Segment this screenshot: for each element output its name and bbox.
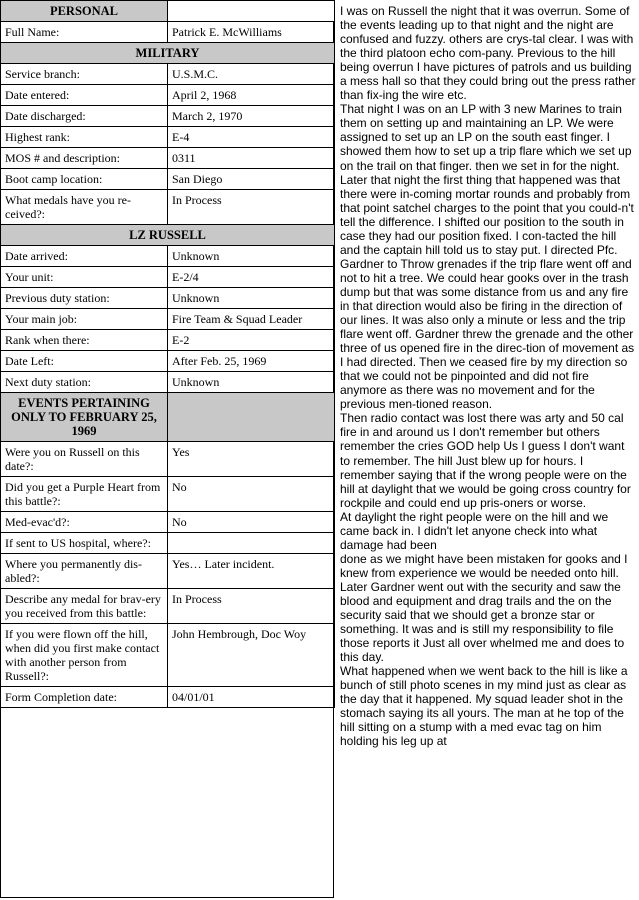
field-value: Yes… Later incident. <box>168 554 335 589</box>
form-row <box>1 687 335 708</box>
form-row <box>1 22 335 43</box>
form-row <box>1 246 335 267</box>
field-value: No <box>168 512 335 533</box>
field-value: Unknown <box>168 246 335 267</box>
field-label: Date arrived: <box>1 246 168 267</box>
field-value: March 2, 1970 <box>168 106 335 127</box>
field-value: In Process <box>168 589 335 624</box>
field-value: E-4 <box>168 127 335 148</box>
field-label: Did you get a Purple Heart from this battle?: <box>1 477 168 512</box>
field-label: Service branch: <box>1 64 168 85</box>
field-label: Describe any medal for brav-ery you received from this battle: <box>1 589 168 624</box>
field-value: John Hembrough, Doc Woy <box>168 624 335 687</box>
field-value: 0311 <box>168 148 335 169</box>
field-label: Were you on Russell on this date?: <box>1 442 168 477</box>
section-title-military: MILITARY <box>1 43 335 64</box>
form-row <box>1 351 335 372</box>
form-row <box>1 169 335 190</box>
field-value: Yes <box>168 442 335 477</box>
form-row <box>1 554 335 589</box>
form-row <box>1 267 335 288</box>
form-row <box>1 589 335 624</box>
field-value: Unknown <box>168 372 335 393</box>
field-label: Next duty station: <box>1 372 168 393</box>
section-title-lz-russell: LZ RUSSELL <box>1 225 335 246</box>
field-label: Date entered: <box>1 85 168 106</box>
field-label: If you were flown off the hill, when did you first make contact with another person from Russell?: <box>1 624 168 687</box>
form-row <box>1 442 335 477</box>
form-row <box>1 477 335 512</box>
field-label: MOS # and description: <box>1 148 168 169</box>
field-value: No <box>168 477 335 512</box>
field-label: Med-evac'd?: <box>1 512 168 533</box>
form-row <box>1 190 335 225</box>
form-row <box>1 288 335 309</box>
form-row <box>1 106 335 127</box>
field-value: Fire Team & Squad Leader <box>168 309 335 330</box>
form-row <box>1 330 335 351</box>
field-label: Your unit: <box>1 267 168 288</box>
field-label: Highest rank: <box>1 127 168 148</box>
field-label: Your main job: <box>1 309 168 330</box>
field-label: Where you permanently dis-abled?: <box>1 554 168 589</box>
form-row <box>1 85 335 106</box>
field-label: Boot camp location: <box>1 169 168 190</box>
field-value: 04/01/01 <box>168 687 335 708</box>
field-value: San Diego <box>168 169 335 190</box>
field-label: Previous duty station: <box>1 288 168 309</box>
field-value: In Process <box>168 190 335 225</box>
section-title-events: EVENTS PERTAINING ONLY TO FEBRUARY 25, 1969 <box>1 393 168 442</box>
section-header-events <box>1 393 335 442</box>
field-label: Date discharged: <box>1 106 168 127</box>
field-value: After Feb. 25, 1969 <box>168 351 335 372</box>
form-row <box>1 512 335 533</box>
form-row <box>1 624 335 687</box>
field-value: E-2/4 <box>168 267 335 288</box>
form-row <box>1 64 335 85</box>
form-table <box>0 0 335 708</box>
field-label: What medals have you re-ceived?: <box>1 190 168 225</box>
field-label: Full Name: <box>1 22 168 43</box>
form-row <box>1 372 335 393</box>
section-title-personal: PERSONAL <box>1 1 168 22</box>
field-label: If sent to US hospital, where?: <box>1 533 168 554</box>
field-value <box>168 533 335 554</box>
field-value: Patrick E. McWilliams <box>168 22 335 43</box>
field-value: E-2 <box>168 330 335 351</box>
field-value: April 2, 1968 <box>168 85 335 106</box>
section-header-military <box>1 43 335 64</box>
field-label: Date Left: <box>1 351 168 372</box>
form-row <box>1 148 335 169</box>
field-label: Rank when there: <box>1 330 168 351</box>
form-row <box>1 533 335 554</box>
form-row <box>1 127 335 148</box>
field-value: Unknown <box>168 288 335 309</box>
section-header-lz-russell <box>1 225 335 246</box>
form-row <box>1 309 335 330</box>
field-value: U.S.M.C. <box>168 64 335 85</box>
narrative-text: I was on Russell the night that it was overrun. Some of the events leading up to that night and the night are confused and fuzzy. others are crys-tal clear. I was with the third platoon echo com-pany. Previous to the hill being overrun I have pictures of patrols and us building a mess hall so that they could bring out the press rather than fix-ing the wire etc. That night I was on an LP with 3 new Marines to train them on setting up and maintaining an LP. We were assigned to set up an LP on the south east finger. I showed them how to set up a trip flare which we set up on the trail on that finger. then we set in for the night. Later that night the first thing that happened was that there were in-coming mortar rounds and probably from that point satchel charges to the point that you could-n't tell the difference. I shifted our position to the south in case they had our position fixed. I con-tacted the hill and the captain hill told us to stay put. I directed Pfc. Gardner to Throw grenades if the trip flare went off and not to hit a tree. We could hear gooks over in the trash dump but that was some distance from us and any fire in that direction would also be firing in the direction of our lines. It was also only a minute or less and the trip flare went off. Gardner threw the grenade and the other three of us opened fire in the direc-tion of movement as I had directed. Then we ceased fire by my direction so that we could not be pinpointed and did not fire anymore as there was no movement and for the previous men-tioned reason. Then radio contact was lost there was arty and 50 cal fire in and around us I don't remember but others remember the cries GOD help Us I guess I don't want to remember. The hill Just blew up for hours. I remember saying that if the wrong people were on the hill at daylight that we would be going cross country for rockpile and could end up pris-oners or worse. At daylight the right people were on the hill and we came back in. I didn't let anyone check into what damage had been done as we might have been mistaken for gooks and I knew from experience we would be needed onto hill. Later Gardner went out with the security and saw the blood and equipment and drag trails and the on the security said that we should get a bronze star or something. It was and is still my responsibility to file those reports it Just all over whelmed me and does to this day. What happened when we went back to the hill is like a bunch of still photo scenes in my mind just as clear as the day that it happened. My squad leader shot in the stomach saying its all yours. The man at he top of the hill sitting on a stump with a med evac tag on him holding his leg up at <box>340 4 636 749</box>
section-header-personal <box>1 1 335 22</box>
field-label: Form Completion date: <box>1 687 168 708</box>
